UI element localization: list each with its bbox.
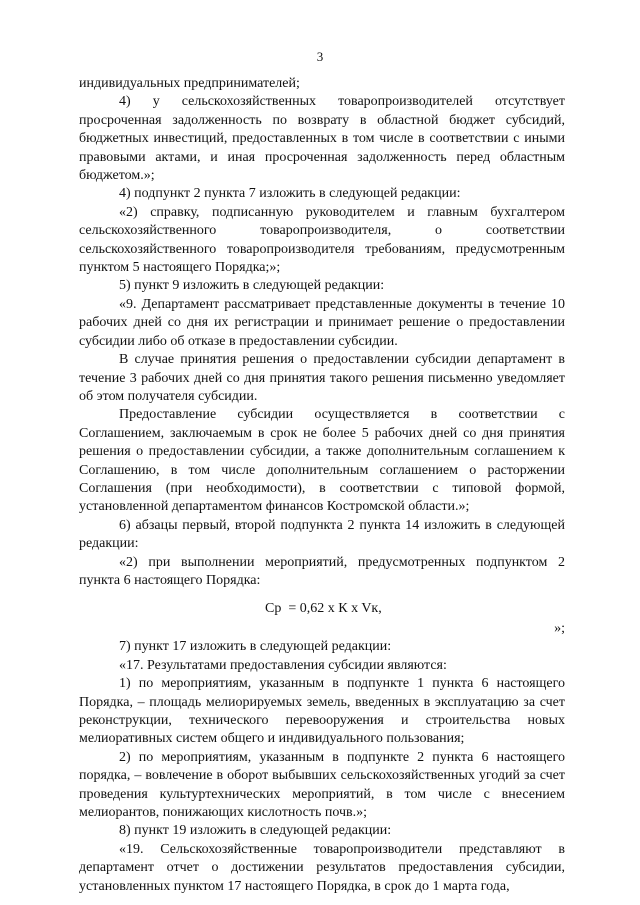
- formula-block: [79, 590, 565, 638]
- paragraph: «17. Результатами предоставления субсидии являются:: [119, 657, 447, 673]
- formula: Cp = 0,62 x К x Vк,: [265, 601, 382, 617]
- document-body: [79, 75, 565, 896]
- paragraph: 8) пункт 19 изложить в следующей редакции:: [119, 823, 392, 839]
- paragraph: 2) по мероприятиям, указанным в подпункте 2 пункта 6 настоящего порядка, – вовлечение в оборот выбывших сельскохозяйственных угодий за счет проведения культуртехнических мероприятий, в том числе с внесением мелиорантов, понижающих кислотность почв.»;: [79, 749, 565, 821]
- paragraph: 4) подпункт 2 пункта 7 изложить в следующей редакции:: [119, 186, 461, 202]
- paragraph: «2) при выполнении мероприятий, предусмотренных подпунктом 2 пункта 6 настоящего Порядка:: [79, 554, 565, 588]
- paragraph: 5) пункт 9 изложить в следующей редакции:: [119, 278, 385, 294]
- formula-closing-quote: »;: [554, 621, 565, 637]
- page-number: 3: [316, 49, 324, 64]
- paragraph: Предоставление субсидии осуществляется в соответствии с Соглашением, заключаемым в срок не более 5 рабочих дней со дня принятия решения о предоставлении субсидии, а также дополнительным соглашением к Соглашению, в том числе дополнительным соглашением о расторжении Соглашения (при необходимости), в соответствии с типовой формой, установленной департаментом финансов Костромской области.»;: [79, 407, 565, 515]
- paragraph: «9. Департамент рассматривает представленные документы в течение 10 рабочих дней со дня их регистрации и принимает решение о предоставлении субсидии либо об отказе в предоставлении субсидии.: [79, 296, 565, 349]
- paragraph: 4) у сельскохозяйственных товаропроизводителей отсутствует просроченная задолженность по возврату в областной бюджет субсидий, бюджетных инвестиций, предоставленных в том числе в соответствии с иными правовыми актами, и иная просроченная задолженность перед областным бюджетом.»;: [79, 94, 565, 184]
- paragraph: индивидуальных предпринимателей;: [79, 76, 300, 91]
- paragraph: «19. Сельскохозяйственные товаропроизводители представляют в департамент отчет о достижении результатов предоставления субсидии, установленных пунктом 17 настоящего Порядка, в срок до 1 марта года,: [79, 841, 565, 894]
- paragraph: В случае принятия решения о предоставлении субсидии департамент в течение 3 рабочих дней со дня принятия такого решения письменно уведомляет об этом получателя субсидии.: [79, 352, 565, 404]
- paragraph: 6) абзацы первый, второй подпункта 2 пункта 14 изложить в следующей редакции:: [79, 517, 565, 552]
- paragraph: 7) пункт 17 изложить в следующей редакции:: [119, 639, 392, 655]
- paragraph: 1) по мероприятиям, указанным в подпункте 1 пункта 6 настоящего Порядка, – площадь мелиорируемых земель, введенных в эксплуатацию за счет реконструкции, технического перевооружения и строительства новых мелиоративных систем общего и индивидуального пользования;: [79, 676, 565, 747]
- paragraph: «2) справку, подписанную руководителем и главным бухгалтером сельскохозяйственного товаропроизводителя, о соответствии сельскохозяйственного товаропроизводителя требованиям, предусмотренным пунктом 5 настоящего Порядка;»;: [79, 204, 565, 276]
